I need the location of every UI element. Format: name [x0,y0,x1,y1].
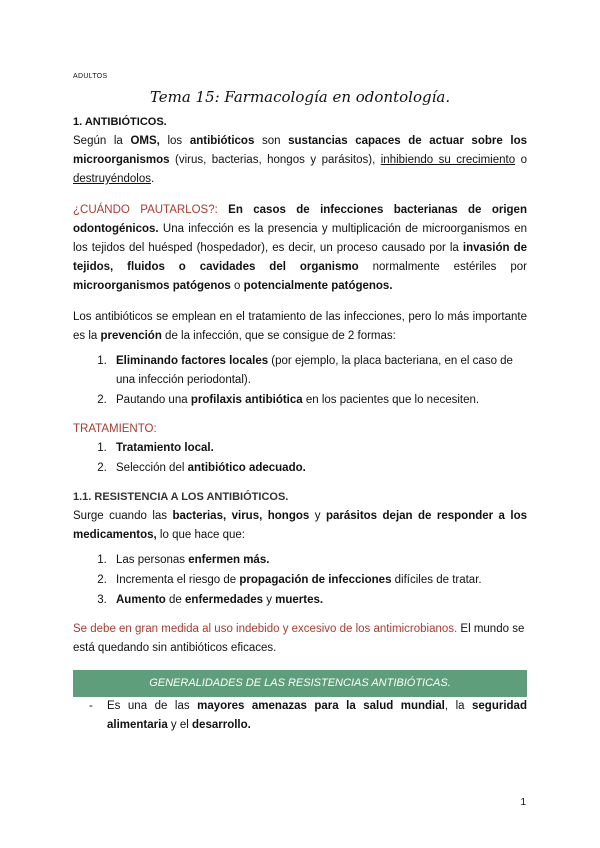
bold-text: propagación de infecciones [239,574,392,586]
bold-text: invasión de tejidos, fluidos o cavidades del organismo [73,242,527,273]
text: de la infección, que se consigue de 2 formas: [161,330,396,342]
page-title: Tema 15: Farmacología en odontología. [149,88,451,106]
text: los [159,135,190,147]
bold-text: Eliminando factores locales [116,355,269,367]
text: y [309,510,326,522]
treatment-list [73,439,527,478]
text: de [165,594,186,606]
section-banner: GENERALIDADES DE LAS RESISTENCIAS ANTIBIÓTICAS. [73,670,527,697]
text: El mundo se está quedando sin antibióticos eficaces. [73,623,525,654]
bold-text: seguridad alimentaria [107,700,527,731]
bold-text: desarrollo. [192,719,251,731]
text: (por ejemplo, la placa bacteriana, en el caso de una infección periodontal). [116,355,513,386]
prevention-list [73,352,527,410]
bold-text: En casos de infecciones bacterianas de origen odontogénicos. [73,204,527,235]
list-item [110,551,527,570]
subsection-heading: 1.1. RESISTENCIA A LOS ANTIBIÓTICOS. [73,491,289,503]
text: o [515,154,527,166]
header-tag: ADULTOS [73,73,108,80]
text: Selección del [116,462,188,474]
text: . [151,173,155,185]
paragraph-prevencion [73,308,527,346]
bold-text: mayores amenazas para la salud mundial [197,700,445,712]
bold-text: enfermen más. [188,554,270,566]
text: normalmente estériles por [358,261,527,273]
text: Los antibióticos se emplean en el tratamiento de las infecciones, pero lo más importante es la [73,311,527,342]
bold-text: microorganismos patógenos [73,280,231,292]
bold-text: OMS, [130,135,160,147]
text: en los pacientes que lo necesiten. [302,394,480,406]
resistance-list [73,551,527,610]
bold-text: profilaxis antibiótica [190,394,303,406]
paragraph-uso-indebido [73,620,527,658]
tratamiento-heading: TRATAMIENTO: [73,423,157,435]
paragraph-definition [73,132,527,189]
bold-text: potencialmente patógenos. [243,280,393,292]
bullet-item [73,697,527,735]
text: y el [167,719,193,731]
text: Incrementa el riesgo de [116,574,240,586]
text: Las personas [116,554,189,566]
page-number: 1 [520,797,526,808]
bold-text: Aumento [116,594,166,606]
list-item [110,439,527,458]
underlined-text: inhibiendo su crecimiento [380,154,516,166]
paragraph-cuando-pautarlos [73,201,527,296]
bold-text: sustancias capaces de actuar sobre los microorganismos [73,135,527,166]
list-item [110,571,527,590]
text: o [230,280,244,292]
bold-text: Tratamiento local. [116,442,214,454]
text: difíciles de tratar. [391,574,482,586]
text: , la [444,700,473,712]
text: Es una de las [107,700,198,712]
bold-text: parásitos dejan de responder a los medicamentos, [73,510,528,541]
bold-text: muertes. [275,594,324,606]
bold-text: prevención [100,330,162,342]
red-heading: ¿CUÁNDO PAUTARLOS?: [73,204,218,216]
text: y [263,594,276,606]
text: (virus, bacterias, hongos y parásitos), [169,154,381,166]
text: lo que hace que: [156,529,245,541]
bold-text: antibiótico adecuado. [187,462,306,474]
bold-text: enfermedades [185,594,264,606]
list-item [110,391,527,410]
underlined-text: destruyéndolos [73,173,151,185]
list-item [110,352,527,390]
list-item [110,459,527,478]
document-content [73,113,527,735]
bold-text: antibióticos [189,135,255,147]
text: Una infección es la presencia y multiplicación de microorganismos en los tejidos del huésped (hospedador), es decir, un proceso causado por la [73,223,527,254]
bold-text: bacterias, virus, hongos [172,510,310,522]
text: son [254,135,289,147]
text: Surge cuando las [73,510,173,522]
red-text: Se debe en gran medida al uso indebido y excesivo de los antimicrobianos. [73,623,458,635]
list-item [110,591,527,610]
dash-bullet: - [89,700,93,712]
text: Según la [73,135,131,147]
paragraph-resistencia [73,507,527,545]
text: Pautando una [116,394,191,406]
section-heading: 1. ANTIBIÓTICOS. [73,116,167,128]
